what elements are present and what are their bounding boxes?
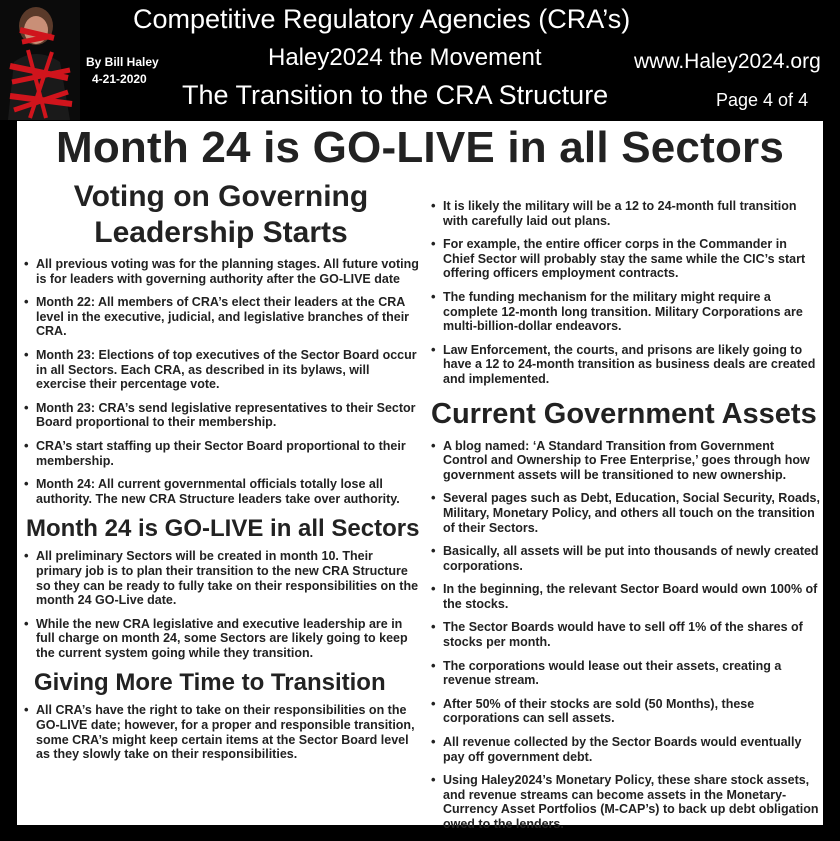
right-column <box>429 199 821 841</box>
golive-list <box>22 549 420 660</box>
list-item: • Basically, all assets will be put into thousands of newly created corporations. <box>429 544 821 573</box>
list-item: • Month 23: CRA’s send legislative representatives to their Sector Board proportional to their membership. <box>22 401 420 430</box>
main-title: Month 24 is GO-LIVE in all Sectors <box>55 123 785 172</box>
section-heading-assets: Current Government Assets <box>431 397 817 430</box>
assets-list <box>429 439 821 832</box>
header-website: www.Haley2024.org <box>634 50 821 73</box>
list-item: • Month 23: Elections of top executives of the Sector Board occur in all Sectors. Each CRA, as described in its bylaws, will exercise their percentage vote. <box>22 348 420 392</box>
header-banner <box>0 0 840 120</box>
list-item: • Several pages such as Debt, Education, Social Security, Roads, Military, Monetary Policy, and others all touch on the transition of their Sectors. <box>429 491 821 535</box>
header-movement: Haley2024 the Movement <box>268 44 542 71</box>
military-list <box>429 199 821 387</box>
list-item: • After 50% of their stocks are sold (50 Months), these corporations can sell assets. <box>429 697 821 726</box>
page-number: Page 4 of 4 <box>716 90 809 110</box>
list-item: • The funding mechanism for the military might require a complete 12-month long transition. Military Corporations are multi-billion-dollar endeavors. <box>429 290 821 334</box>
list-item: • All previous voting was for the planning stages. All future voting is for leaders with governing authority after the GO-LIVE date <box>22 257 420 286</box>
list-item: • The corporations would lease out their assets, creating a revenue stream. <box>429 659 821 688</box>
list-item: • All revenue collected by the Sector Boards would eventually pay off government debt. <box>429 735 821 764</box>
author-name: By Bill Haley <box>86 55 159 69</box>
list-item: • Law Enforcement, the courts, and prisons are likely going to have a 12 to 24-month transition as business deals are created and implemented. <box>429 343 821 387</box>
left-column <box>22 179 420 771</box>
header-subtitle: The Transition to the CRA Structure <box>182 80 609 110</box>
content-panel <box>17 121 823 831</box>
giving-list <box>22 703 420 761</box>
author-photo <box>0 0 80 120</box>
section-heading-voting: Voting on Governing Leadership Starts <box>73 180 369 249</box>
list-item: • Using Haley2024’s Monetary Policy, these share stock assets, and revenue streams can become assets in the Monetary-Currency Asset Portfolios (M-CAP’s) to back up debt obligation owed to the lenders. <box>429 773 821 831</box>
list-item: • While the new CRA legislative and executive leadership are in full charge on month 24, some Sectors are likely going to keep the current system going while they transition. <box>22 617 420 661</box>
section-heading-giving: Giving More Time to Transition <box>34 669 386 697</box>
section-heading-golive: Month 24 is GO-LIVE in all Sectors <box>26 515 420 543</box>
list-item: • A blog named: ‘A Standard Transition from Government Control and Ownership to Free Enterprise,’ goes through how government assets will be transitioned to new ownership. <box>429 439 821 483</box>
author-date: 4-21-2020 <box>92 72 147 86</box>
list-item: • Month 24: All current governmental officials totally lose all authority. The new CRA Structure leaders take over authority. <box>22 477 420 506</box>
list-item: • For example, the entire officer corps in the Commander in Chief Sector will probably stay the same while the CIC’s start offering officers employment contracts. <box>429 237 821 281</box>
voting-list <box>22 257 420 506</box>
header-title: Competitive Regulatory Agencies (CRA’s) <box>133 4 631 34</box>
list-item: • It is likely the military will be a 12 to 24-month full transition with carefully laid out plans. <box>429 199 821 228</box>
list-item: • All CRA’s have the right to take on their responsibilities on the GO-LIVE date; however, for a proper and responsible transition, some CRA’s might keep certain items at the Sector Board level as they slowly take on their responsibilities. <box>22 703 420 761</box>
list-item: • All preliminary Sectors will be created in month 10. Their primary job is to plan their transition to the new CRA Structure so they can be ready to fully take on their responsibilities on the month 24 GO-Live date. <box>22 549 420 607</box>
list-item: • In the beginning, the relevant Sector Board would own 100% of the stocks. <box>429 582 821 611</box>
list-item: • Month 22: All members of CRA’s elect their leaders at the CRA level in the executive, judicial, and legislative branches of their CRA. <box>22 295 420 339</box>
list-item: • The Sector Boards would have to sell off 1% of the shares of stocks per month. <box>429 620 821 649</box>
list-item: • CRA’s start staffing up their Sector Board proportional to their membership. <box>22 439 420 468</box>
